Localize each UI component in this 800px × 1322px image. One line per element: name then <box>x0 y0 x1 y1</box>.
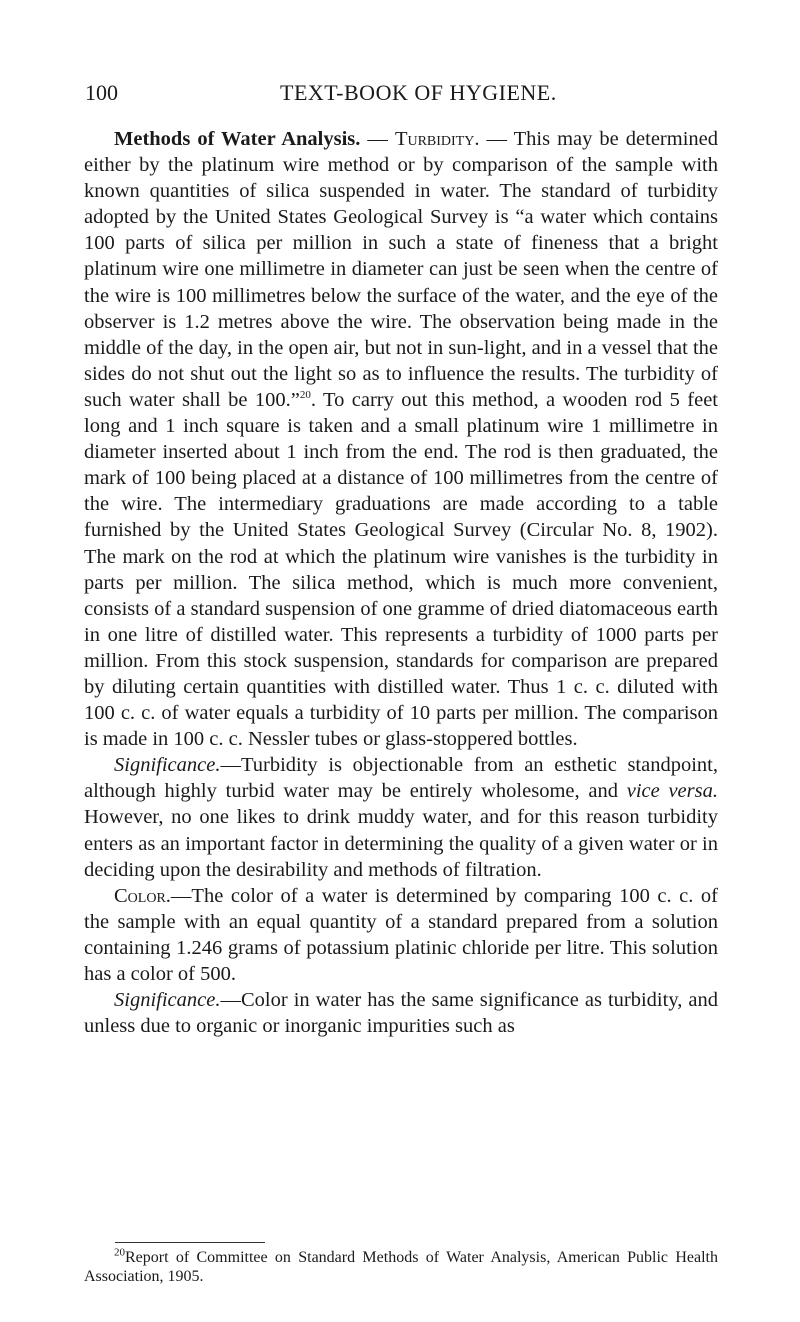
paragraph-turbidity <box>84 126 718 752</box>
page-header <box>85 78 715 108</box>
footnote-paragraph <box>84 1248 718 1286</box>
footnote-text: Report of Committee on Standard Methods of Water Analysis, American Public Health Association, 1905. <box>84 1249 718 1285</box>
body-text <box>84 126 718 1039</box>
paragraph-text: —The color of a water is determined by comparing 100 c. c. of the sample with an equal quantity of a standard prepared from a solution containing 1.246 grams of potassium platinic chloride per litre. This solution has a color of 500. <box>84 884 718 985</box>
page-number: 100 <box>85 80 118 105</box>
subsection-heading-color: Color. <box>114 884 171 907</box>
em-dash: — <box>360 128 395 150</box>
subsection-heading-turbidity: Turbidity. <box>394 128 480 150</box>
paragraph-text: This may be determined either by the platinum wire method or by comparison of the sample with known quantities of silica suspended in water. The standard of turbidity adopted by the United States Geological Survey is “a water which contains 100 parts of silica per million in such a state of fineness that a bright platinum wire one millimetre in diameter can just be seen when the centre of the wire is 100 millimetres below the surface of the water, and the eye of the observer is 1.2 metres above the wire. The observation being made in the middle of the day, in the open air, but not in sun-light, and in a vessel that the sides do not shut out the light so as to influence the results. The turbidity of such water shall be 100.” <box>84 128 718 411</box>
footnote <box>84 1248 718 1286</box>
paragraph-text: —Turbidity is objectionable from an esthetic standpoint, although highly turbid water may be entirely wholesome, and <box>84 754 718 803</box>
running-head: TEXT-BOOK OF HYGIENE. <box>280 80 557 105</box>
em-dash: — <box>479 128 514 150</box>
footnote-reference: 20 <box>299 389 311 402</box>
paragraph-text: —Color in water has the same significance as turbidity, and unless due to organic or inorganic impurities such as <box>84 989 718 1038</box>
footnote-number: 20 <box>114 1246 125 1259</box>
significance-heading: Significance. <box>114 989 221 1012</box>
footnote-divider <box>115 1242 265 1243</box>
paragraph-text: However, no one likes to drink muddy water, and for this reason turbidity enters as an important factor in determining the quality of a given water or in deciding upon the desirability and methods of filtration. <box>84 806 718 881</box>
paragraph-color-significance <box>84 987 718 1039</box>
paragraph-color <box>84 883 718 987</box>
italic-phrase: vice versa. <box>626 780 718 803</box>
paragraph-turbidity-significance <box>84 752 718 882</box>
significance-heading: Significance. <box>114 754 221 777</box>
section-heading: Methods of Water Analysis. <box>114 128 361 150</box>
paragraph-text: . To carry out this method, a wooden rod 5 feet long and 1 inch square is taken and a small platinum wire 1 millimetre in diameter inserted about 1 inch from the end. The rod is then graduated, the mark of 100 being placed at a distance of 100 millimetres from the centre of the wire. The intermediary graduations are made according to a table furnished by the United States Geological Survey (Circular No. 8, 1902). The mark on the rod at which the platinum wire vanishes is the turbidity in parts per million. The silica method, which is much more convenient, consists of a standard suspension of one gramme of dried diatomaceous earth in one litre of distilled water. This represents a turbidity of 1000 parts per million. From this stock suspension, standards for comparison are prepared by diluting certain quantities with distilled water. Thus 1 c. c. diluted with 100 c. c. of water equals a turbidity of 10 parts per million. The comparison is made in 100 c. c. Nessler tubes or glass-stoppered bottles. <box>84 388 718 751</box>
